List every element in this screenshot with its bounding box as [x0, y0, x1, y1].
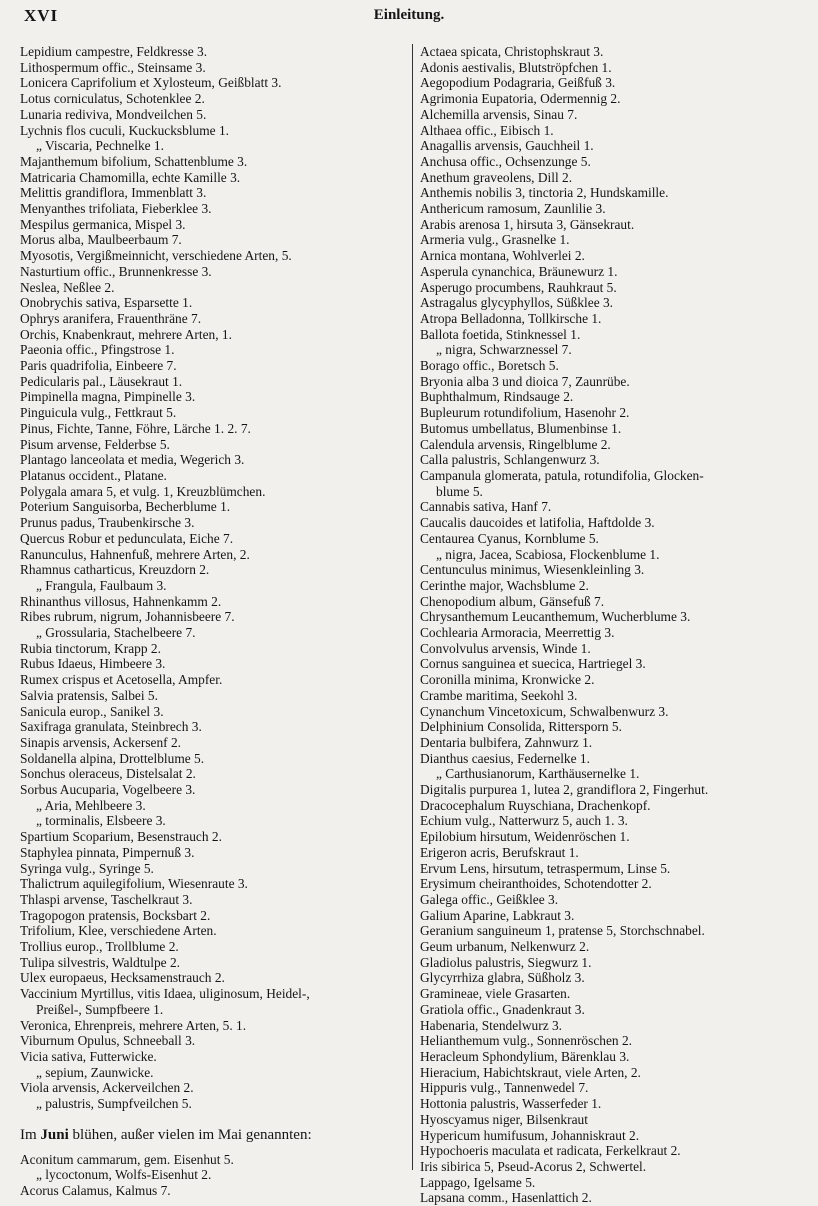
list-item: Dentaria bulbifera, Zahnwurz 1.: [420, 734, 593, 750]
list-item: Myosotis, Vergißmeinnicht, verschiedene Arten, 5.: [20, 248, 292, 264]
list-item: Rubus Idaeus, Himbeere 3.: [20, 656, 166, 672]
list-item: „ Frangula, Faulbaum 3.: [36, 577, 167, 593]
list-item: Staphylea pinnata, Pimpernuß 3.: [20, 844, 195, 860]
page-header: [20, 6, 798, 28]
list-item: Polygala amara 5, et vulg. 1, Kreuzblümchen.: [20, 483, 266, 499]
list-item: Aegopodium Podagraria, Geißfuß 3.: [420, 75, 616, 91]
list-item: „ Viscaria, Pechnelke 1.: [36, 138, 164, 154]
list-item: Digitalis purpurea 1, lutea 2, grandiflora 2, Fingerhut.: [420, 782, 709, 798]
page-number: XVI: [24, 6, 59, 25]
left-after-list: [20, 1152, 408, 1199]
list-item: Lapsana comm., Hasenlattich 2.: [420, 1190, 592, 1206]
list-item: Bupleurum rotundifolium, Hasenohr 2.: [420, 405, 630, 421]
running-title: Einleitung.: [373, 7, 445, 23]
left-column: [20, 44, 408, 1198]
list-item: Calla palustris, Schlangenwurz 3.: [420, 452, 600, 468]
list-item: Poterium Sanguisorba, Becherblume 1.: [20, 499, 231, 515]
list-item: Rhamnus catharticus, Kreuzdorn 2.: [20, 562, 210, 578]
list-item: Lychnis flos cuculi, Kuckucksblume 1.: [20, 122, 230, 138]
list-item: Sinapis arvensis, Ackersenf 2.: [20, 734, 182, 750]
list-item: Centaurea Cyanus, Kornblume 5.: [420, 530, 599, 546]
list-item: Borago offic., Boretsch 5.: [420, 358, 559, 374]
list-item: Orchis, Knabenkraut, mehrere Arten, 1.: [20, 326, 232, 342]
list-item: Convolvulus arvensis, Winde 1.: [420, 640, 591, 656]
list-item: Paeonia offic., Pfingstrose 1.: [20, 342, 175, 358]
section-heading-month: Juni: [40, 1126, 69, 1143]
right-column: [420, 44, 805, 1206]
list-item: Aconitum cammarum, gem. Eisenhut 5.: [20, 1151, 234, 1167]
list-item: Gramineae, viele Grasarten.: [420, 986, 571, 1002]
list-item: Iris sibirica 5, Pseud-Acorus 2, Schwertel.: [420, 1158, 647, 1174]
list-item: Helianthemum vulg., Sonnenröschen 2.: [420, 1033, 632, 1049]
list-item: Geum urbanum, Nelkenwurz 2.: [420, 939, 590, 955]
list-item: Soldanella alpina, Drottelblume 5.: [20, 750, 205, 766]
section-heading-prefix: Im: [20, 1126, 37, 1143]
list-item: Geranium sanguineum 1, pratense 5, Storchschnabel.: [420, 923, 705, 939]
list-item: Lepidium campestre, Feldkresse 3.: [20, 44, 208, 59]
list-item: Syringa vulg., Syringe 5.: [20, 860, 154, 876]
list-item: Trifolium, Klee, verschiedene Arten.: [20, 923, 217, 939]
list-item: Trollius europ., Trollblume 2.: [20, 939, 179, 955]
list-item: Onobrychis sativa, Esparsette 1.: [20, 295, 193, 311]
list-item: Sorbus Aucuparia, Vogelbeere 3.: [20, 782, 196, 798]
list-item: Menyanthes trifoliata, Fieberklee 3.: [20, 201, 212, 217]
list-item: Butomus umbellatus, Blumenbinse 1.: [420, 420, 622, 436]
list-item: „ Carthusianorum, Karthäusernelke 1.: [436, 766, 640, 782]
list-item: Viburnum Opulus, Schneeball 3.: [20, 1033, 196, 1049]
list-item: Majanthemum bifolium, Schattenblume 3.: [20, 153, 248, 169]
list-item: Anagallis arvensis, Gauchheil 1.: [420, 138, 594, 154]
list-item: Rumex crispus et Acetosella, Ampfer.: [20, 672, 223, 688]
list-item: Centunculus minimus, Wiesenkleinling 3.: [420, 562, 645, 578]
list-item: Matricaria Chamomilla, echte Kamille 3.: [20, 169, 241, 185]
list-item: Alchemilla arvensis, Sinau 7.: [420, 106, 578, 122]
list-item: Pinguicula vulg., Fettkraut 5.: [20, 405, 177, 421]
list-item: Spartium Scoparium, Besenstrauch 2.: [20, 829, 222, 845]
list-item: Rhinanthus villosus, Hahnenkamm 2.: [20, 593, 222, 609]
list-item: Arnica montana, Wohlverlei 2.: [420, 248, 585, 264]
list-item: Vicia sativa, Futterwicke.: [20, 1049, 157, 1064]
list-item: Ervum Lens, hirsutum, tetraspermum, Linse 5.: [420, 860, 671, 876]
list-item: Anthemis nobilis 3, tinctoria 2, Hundskamille.: [420, 185, 669, 201]
list-item: Ranunculus, Hahnenfuß, mehrere Arten, 2.: [20, 546, 250, 562]
list-item: Lonicera Caprifolium et Xylosteum, Geißblatt 3.: [20, 75, 282, 91]
list-item: Sanicula europ., Sanikel 3.: [20, 703, 164, 719]
list-item: Agrimonia Eupatoria, Odermennig 2.: [420, 91, 621, 107]
list-item: Thlaspi arvense, Taschelkraut 3.: [20, 891, 193, 907]
list-item: „ sepium, Zaunwicke.: [36, 1064, 154, 1080]
list-item: Hottonia palustris, Wasserfeder 1.: [420, 1096, 602, 1112]
list-item: Melittis grandiflora, Immenblatt 3.: [20, 185, 207, 201]
list-item: Ballota foetida, Stinknessel 1.: [420, 326, 581, 342]
list-item: „ palustris, Sumpfveilchen 5.: [36, 1096, 192, 1112]
list-item: „ lycoctonum, Wolfs-Eisenhut 2.: [36, 1167, 212, 1183]
list-item: Veronica, Ehrenpreis, mehrere Arten, 5. 1.: [20, 1017, 247, 1033]
list-item: „ torminalis, Elsbeere 3.: [36, 813, 166, 829]
left-entry-list: [20, 44, 408, 1112]
list-item: Neslea, Neßlee 2.: [20, 279, 115, 295]
list-item: Hippuris vulg., Tannenwedel 7.: [420, 1080, 589, 1096]
list-item: Hyoscyamus niger, Bilsenkraut: [420, 1111, 588, 1127]
list-item: Preißel-, Sumpfbeere 1.: [36, 1001, 164, 1017]
list-item: Campanula glomerata, patula, rotundifolia, Glocken-: [420, 467, 704, 483]
list-item: Plantago lanceolata et media, Wegerich 3.: [20, 452, 245, 468]
list-item: Ulex europaeus, Hecksamenstrauch 2.: [20, 970, 225, 986]
list-item: „ nigra, Jacea, Scabiosa, Flockenblume 1.: [436, 546, 660, 562]
list-item: Galium Aparine, Labkraut 3.: [420, 907, 575, 923]
list-item: Prunus padus, Traubenkirsche 3.: [20, 515, 195, 531]
list-item: Pimpinella magna, Pimpinelle 3.: [20, 389, 196, 405]
list-item: Coronilla minima, Kronwicke 2.: [420, 672, 595, 688]
list-item: Vaccinium Myrtillus, vitis Idaea, uliginosum, Heidel-,: [20, 986, 310, 1002]
list-item: Althaea offic., Eibisch 1.: [420, 122, 554, 138]
list-item: Heracleum Sphondylium, Bärenklau 3.: [420, 1049, 630, 1064]
list-item: Quercus Robur et pedunculata, Eiche 7.: [20, 530, 234, 546]
list-item: Delphinium Consolida, Rittersporn 5.: [420, 719, 622, 735]
list-item: Pisum arvense, Felderbse 5.: [20, 436, 170, 452]
section-heading: [20, 1128, 408, 1144]
list-item: Anchusa offic., Ochsenzunge 5.: [420, 153, 591, 169]
list-item: Hypericum humifusum, Johanniskraut 2.: [420, 1127, 640, 1143]
list-item: Saxifraga granulata, Steinbrech 3.: [20, 719, 202, 735]
list-item: Ophrys aranifera, Frauenthräne 7.: [20, 310, 202, 326]
list-item: Buphthalmum, Rindsauge 2.: [420, 389, 574, 405]
list-item: Rubia tinctorum, Krapp 2.: [20, 640, 161, 656]
list-item: Glycyrrhiza glabra, Süßholz 3.: [420, 970, 585, 986]
list-item: Sonchus oleraceus, Distelsalat 2.: [20, 766, 196, 782]
list-item: Lappago, Igelsame 5.: [420, 1174, 536, 1190]
list-item: Cannabis sativa, Hanf 7.: [420, 499, 552, 515]
list-item: Epilobium hirsutum, Weidenröschen 1.: [420, 829, 630, 845]
list-item: Nasturtium offic., Brunnenkresse 3.: [20, 263, 212, 279]
list-item: Tragopogon pratensis, Bocksbart 2.: [20, 907, 211, 923]
list-item: Salvia pratensis, Salbei 5.: [20, 687, 158, 703]
list-item: „ nigra, Schwarznessel 7.: [436, 342, 572, 358]
list-item: Lotus corniculatus, Schotenklee 2.: [20, 91, 205, 107]
list-item: Crambe maritima, Seekohl 3.: [420, 687, 578, 703]
list-item: Adonis aestivalis, Blutströpfchen 1.: [420, 59, 612, 75]
list-item: Mespilus germanica, Mispel 3.: [20, 216, 186, 232]
list-item: Lithospermum offic., Steinsame 3.: [20, 59, 206, 75]
list-item: Echium vulg., Natterwurz 5, auch 1. 3.: [420, 813, 628, 829]
list-item: Caucalis daucoides et latifolia, Haftdolde 3.: [420, 515, 655, 531]
list-item: Habenaria, Stendelwurz 3.: [420, 1017, 563, 1033]
right-entry-list: [420, 44, 805, 1206]
column-divider: [412, 44, 413, 1170]
list-item: „ Grossularia, Stachelbeere 7.: [36, 625, 196, 641]
list-item: Chrysanthemum Leucanthemum, Wucherblume 3.: [420, 609, 691, 625]
list-item: Dracocephalum Ruyschiana, Drachenkopf.: [420, 797, 651, 813]
list-item: Erigeron acris, Berufskraut 1.: [420, 844, 579, 860]
list-item: Arabis arenosa 1, hirsuta 3, Gänsekraut.: [420, 216, 635, 232]
list-item: Platanus occident., Platane.: [20, 467, 167, 483]
list-item: Cornus sanguinea et suecica, Hartriegel 3.: [420, 656, 646, 672]
list-item: Asperugo procumbens, Rauhkraut 5.: [420, 279, 617, 295]
list-item: Bryonia alba 3 und dioica 7, Zaunrübe.: [420, 373, 630, 389]
list-item: Morus alba, Maulbeerbaum 7.: [20, 232, 182, 248]
list-item: „ Aria, Mehlbeere 3.: [36, 797, 146, 813]
list-item: blume 5.: [436, 483, 483, 499]
list-item: Cerinthe major, Wachsblume 2.: [420, 577, 589, 593]
list-item: Atropa Belladonna, Tollkirsche 1.: [420, 310, 602, 326]
list-item: Gladiolus palustris, Siegwurz 1.: [420, 954, 592, 970]
list-item: Dianthus caesius, Federnelke 1.: [420, 750, 590, 766]
list-item: Hieracium, Habichtskraut, viele Arten, 2.: [420, 1064, 641, 1080]
list-item: Pinus, Fichte, Tanne, Föhre, Lärche 1. 2. 7.: [20, 420, 251, 436]
list-item: Anthericum ramosum, Zaunlilie 3.: [420, 201, 606, 217]
list-item: Tulipa silvestris, Waldtulpe 2.: [20, 954, 180, 970]
list-item: Pedicularis pal., Läusekraut 1.: [20, 373, 183, 389]
list-item: Hypochoeris maculata et radicata, Ferkelkraut 2.: [420, 1143, 681, 1159]
list-item: Anethum graveolens, Dill 2.: [420, 169, 573, 185]
list-item: Asperula cynanchica, Bräunewurz 1.: [420, 263, 618, 279]
list-item: Armeria vulg., Grasnelke 1.: [420, 232, 570, 248]
list-item: Erysimum cheiranthoides, Schotendotter 2.: [420, 876, 652, 892]
list-item: Cochlearia Armoracia, Meerrettig 3.: [420, 625, 615, 641]
list-item: Galega offic., Geißklee 3.: [420, 891, 559, 907]
list-item: Actaea spicata, Christophskraut 3.: [420, 44, 604, 59]
list-item: Viola arvensis, Ackerveilchen 2.: [20, 1080, 194, 1096]
list-item: Gratiola offic., Gnadenkraut 3.: [420, 1001, 585, 1017]
section-heading-rest: blühen, außer vielen im Mai genannten:: [72, 1126, 312, 1143]
list-item: Acorus Calamus, Kalmus 7.: [20, 1182, 171, 1198]
list-item: Paris quadrifolia, Einbeere 7.: [20, 358, 177, 374]
list-item: Thalictrum aquilegifolium, Wiesenraute 3.: [20, 876, 248, 892]
list-item: Cynanchum Vincetoxicum, Schwalbenwurz 3.: [420, 703, 669, 719]
list-item: Lunaria rediviva, Mondveilchen 5.: [20, 106, 207, 122]
list-item: Astragalus glycyphyllos, Süßklee 3.: [420, 295, 614, 311]
list-item: Ribes rubrum, nigrum, Johannisbeere 7.: [20, 609, 235, 625]
list-item: Chenopodium album, Gänsefuß 7.: [420, 593, 605, 609]
list-item: Calendula arvensis, Ringelblume 2.: [420, 436, 611, 452]
